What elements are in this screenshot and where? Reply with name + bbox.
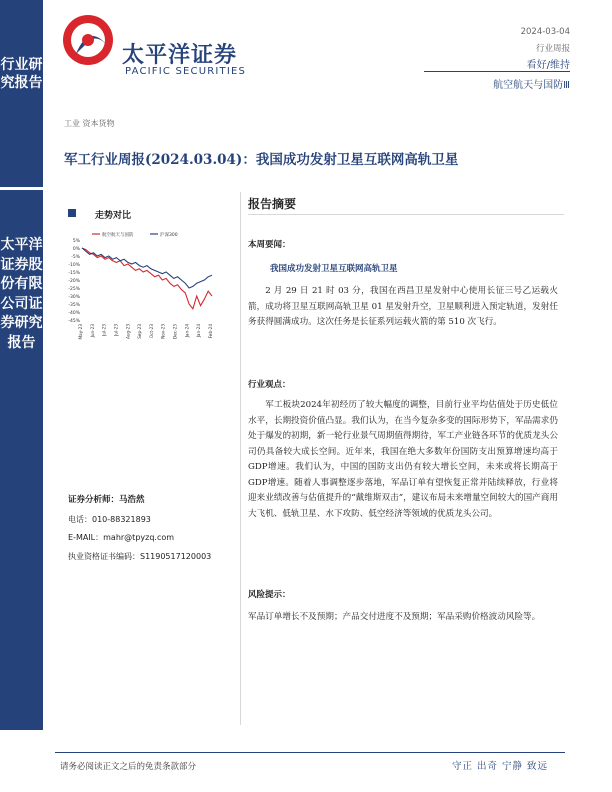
report-date: 2024-03-04: [520, 27, 570, 37]
trend-heading: 走势对比: [95, 211, 132, 221]
x-tick-label: Jul-23: [113, 324, 119, 336]
rating-badge: 看好/维持: [526, 60, 570, 71]
y-tick-label: -45%: [68, 319, 80, 324]
y-tick-label: -5%: [71, 255, 80, 260]
page-title: 军工行业周报(2024.03.04)：我国成功发射卫星互联网高轨卫星: [64, 152, 459, 168]
x-tick-label: Jan-24: [196, 324, 202, 338]
y-tick-label: -30%: [68, 295, 80, 300]
trend-marker-icon: [68, 209, 76, 217]
abstract-heading: 报告摘要: [248, 197, 297, 211]
brand-name-en: PACIFIC SECURITIES: [125, 66, 247, 77]
x-tick-label: Jul-23: [101, 324, 107, 336]
x-tick-label: Dec-23: [172, 324, 178, 339]
view-body: 军工板块2024年初经历了较大幅度的调整，目前行业平均估值处于历史低位水平，长期投资价值凸显。我们认为，在当今复杂多变的国际形势下，军品需求仍处于爆发的初期，新一轮行业景气周期值得期待，军工产业链各环节的优质龙头公司仍具备较大成长空间。近年来，我国在绝大多数年份国防支出预算增速均高于GDP增速。我们认为，中国的国防支出仍有较大增长空间，未来或将长期高于GDP增速。随着人事调整逐步落地，军品订单有望恢复正常并陆续释放，行业将迎来业绩改善与估值提升的“戴维斯双击”，建议布局未来增量空间较大的国产商用大飞机、低轨卫星、水下攻防、低空经济等领域的优质龙头公司。: [248, 400, 558, 519]
news-label: 本周要闻：: [248, 240, 291, 250]
x-tick-label: Nov-23: [160, 324, 166, 339]
analyst-license: 执业资格证书编码：S1190517120003: [68, 552, 212, 561]
brand-name-cn: 太平洋证券: [122, 43, 238, 68]
risk-label: 风险提示：: [248, 590, 291, 600]
pacific-logo-icon: [62, 14, 114, 66]
risk-body: 军品订单增长不及预期；产品交付进度不及预期；军品采购价格波动风险等。: [248, 612, 541, 622]
sidebar-bottom-label: 太平洋证券股份有限公司证券研究报告: [0, 237, 43, 351]
footer-motto: 守正 出奇 宁静 致远: [452, 761, 549, 772]
report-type: 行业周报: [535, 44, 570, 54]
y-tick-label: -15%: [68, 271, 80, 276]
y-tick-label: -10%: [68, 263, 80, 268]
abstract-rule: [248, 214, 564, 215]
x-tick-label: Jun-23: [89, 324, 95, 338]
y-tick-label: 0%: [72, 247, 80, 252]
breadcrumb: 工业 资本货物: [64, 119, 115, 128]
sidebar-top-label: 行业研究报告: [0, 57, 43, 91]
x-tick-label: Sep-23: [137, 324, 143, 339]
x-tick-label: Jan-24: [184, 324, 190, 338]
x-tick-label: Aug-23: [125, 324, 131, 340]
legend-label: 航空航天与国防: [102, 233, 134, 238]
industry-label: 航空航天与国防Ⅲ: [493, 80, 570, 91]
analyst-name: 证券分析师：马浩然: [68, 495, 145, 505]
footer-disclaimer: 请务必阅读正文之后的免责条款部分: [60, 762, 197, 772]
footer-rule: [55, 752, 565, 753]
legend-label: 沪深300: [160, 233, 178, 238]
view-label: 行业观点：: [248, 380, 291, 390]
analyst-email: E-MAIL：mahr@tpyzq.com: [68, 533, 175, 542]
column-divider: [240, 192, 241, 725]
x-tick-label: Feb-24: [208, 324, 213, 339]
analyst-phone: 电话：010-88321893: [68, 515, 151, 524]
x-tick-label: May-23: [78, 324, 83, 340]
sidebar-top-band: [0, 0, 43, 187]
series-line-1: [82, 248, 212, 288]
header-divider: [424, 71, 570, 72]
y-tick-label: 5%: [72, 239, 80, 244]
trend-chart: [62, 228, 222, 353]
series-line-0: [82, 248, 212, 309]
sidebar-bottom-band: [0, 190, 43, 730]
news-title: 我国成功发射卫星互联网高轨卫星: [270, 264, 398, 274]
y-tick-label: -25%: [68, 287, 80, 292]
y-tick-label: -35%: [68, 303, 80, 308]
x-tick-label: Oct-23: [148, 324, 154, 339]
y-tick-label: -20%: [68, 279, 80, 284]
news-body: 2 月 29 日 21 时 03 分，我国在西昌卫星发射中心使用长征三号乙运载火箭，成功将卫星互联网高轨卫星 01 星发射升空，卫星顺利进入预定轨道，发射任务获得圆满成功。这次任务是长征系列运载火箭的第 510 次飞行。: [248, 286, 558, 327]
y-tick-label: -40%: [68, 311, 80, 316]
